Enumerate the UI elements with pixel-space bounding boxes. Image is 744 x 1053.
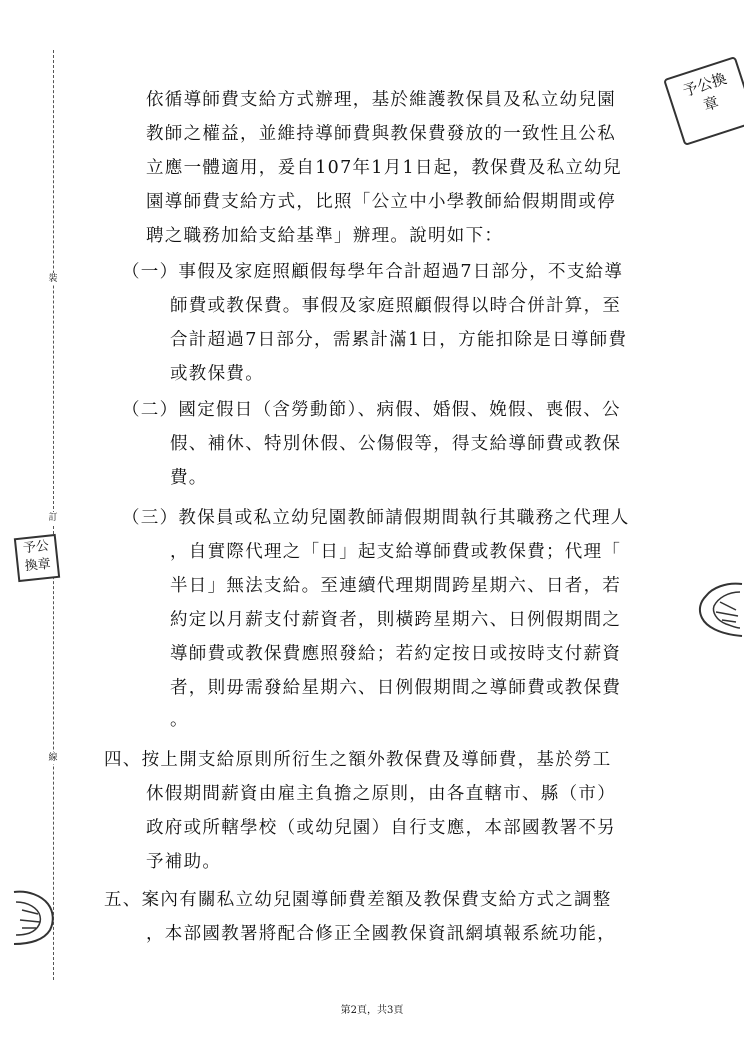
item-3-line-1: （三）教保員或私立幼兒園教師請假期間執行其職務之代理人 [122, 508, 630, 528]
binding-mark-ding: 訂 [46, 512, 60, 524]
item-3-line-4: 約定以月薪支付薪資者，則橫跨星期六、日例假期間之 [170, 610, 622, 630]
section-5-line-1: 五、案內有關私立幼兒園導師費差額及教保費支給方式之調整 [104, 890, 612, 910]
item-3-line-6: 者，則毋需發給星期六、日例假期間之導師費或教保費 [170, 678, 622, 698]
item-3-line-2: ，自實際代理之「日」起支給導師費或教保費；代理「 [170, 542, 622, 562]
left-page-seal [12, 888, 56, 946]
item-2-line-3: 費。 [170, 468, 208, 488]
item-3-line-3: 半日」無法支給。至連續代理期間跨星期六、日者，若 [170, 576, 622, 596]
body-line-4: 園導師費支給方式，比照「公立中小學教師給假期間或停 [146, 192, 616, 212]
binding-mark-xian: 線 [46, 752, 60, 764]
item-3-line-5: 導師費或教保費應照發給；若約定按日或按時支付薪資 [170, 644, 622, 664]
item-1-line-3: 合計超過7日部分，需累計滿1日，方能扣除是日導師費 [170, 330, 628, 350]
section-4-line-3: 政府或所轄學校（或幼兒園）自行支應，本部國教署不另 [146, 818, 616, 838]
section-5-line-2: ，本部國教署將配合修正全國教保資訊網填報系統功能， [146, 924, 616, 944]
item-2-line-2: 假、補休、特別休假、公傷假等，得支給導師費或教保 [170, 434, 622, 454]
item-1-line-2: 師費或教保費。事假及家庭照顧假得以時合併計算，至 [170, 296, 622, 316]
body-line-1: 依循導師費支給方式辦理，基於維護教保員及私立幼兒園 [146, 90, 616, 110]
body-line-3: 立應一體適用，爰自107年1月1日起，教保費及私立幼兒 [146, 158, 622, 178]
body-line-5: 聘之職務加給支給基準」辦理。說明如下： [146, 226, 504, 246]
item-2-line-1: （二）國定假日（含勞動節）、病假、婚假、娩假、喪假、公 [122, 400, 621, 420]
item-1-line-1: （一）事假及家庭照顧假每學年合計超過7日部分，不支給導 [122, 262, 624, 282]
body-line-2: 教師之權益，並維持導師費與教保費發放的一致性且公私 [146, 124, 616, 144]
right-page-seal [696, 580, 744, 638]
page-number-footer: 第2頁，共3頁 [340, 1005, 404, 1016]
item-1-line-4: 或教保費。 [170, 364, 264, 384]
section-4-line-4: 予補助。 [146, 852, 222, 872]
right-exchange-stamp: 予公換章 [663, 56, 744, 146]
left-exchange-stamp: 予公換章 [14, 534, 60, 582]
section-4-line-1: 四、按上開支給原則所衍生之額外教保費及導師費，基於勞工 [104, 750, 612, 770]
binding-mark-zhuang: 裝 [46, 273, 60, 285]
section-4-line-2: 休假期間薪資由雇主負擔之原則，由各直轄市、縣（市） [146, 784, 616, 804]
item-3-line-7: 。 [170, 710, 189, 730]
